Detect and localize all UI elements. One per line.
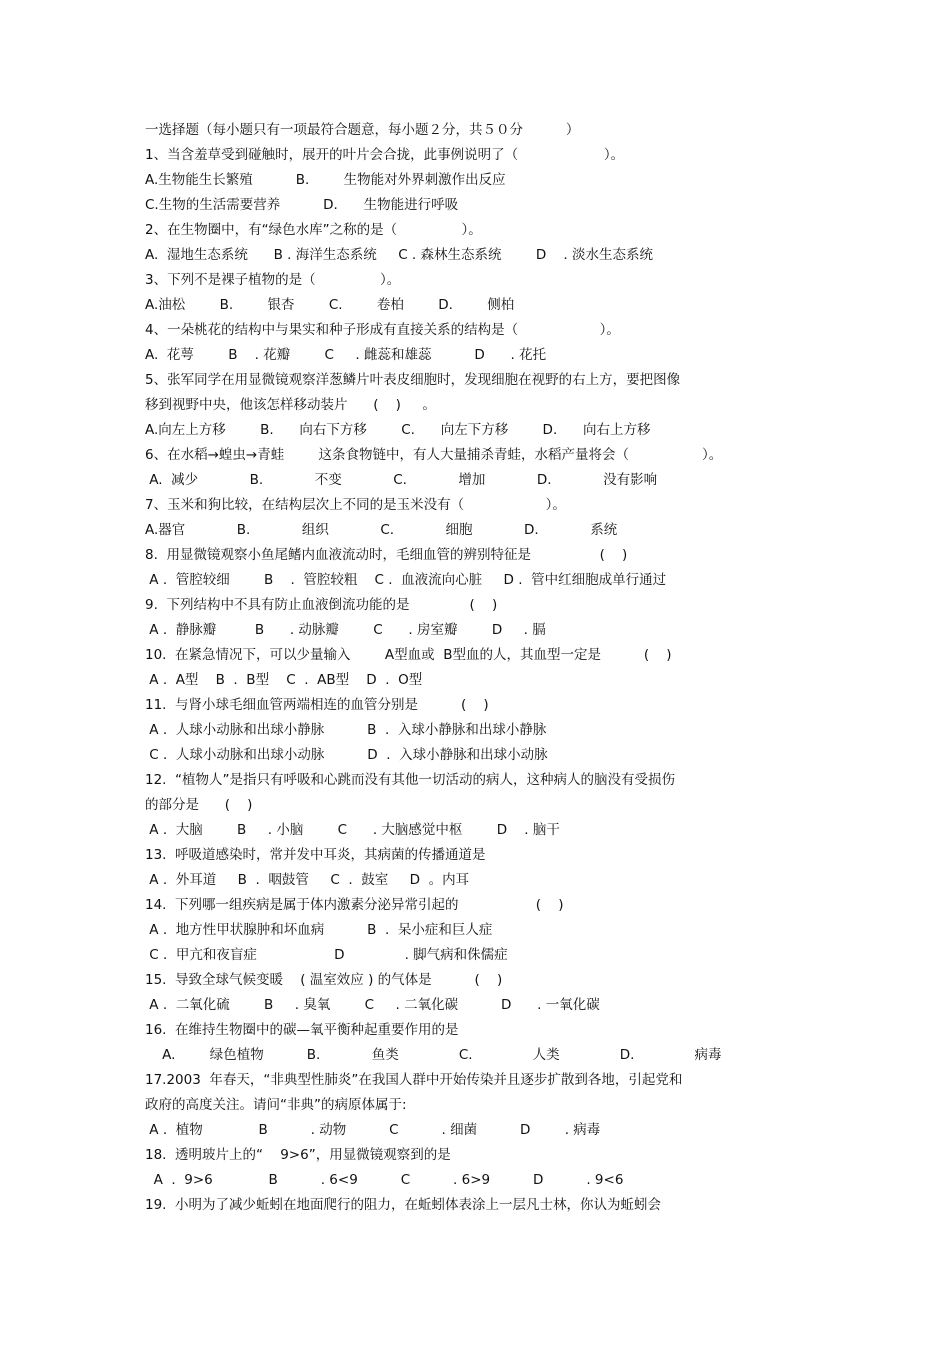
question-line: A . 静脉瓣 B . 动脉瓣 C . 房室瓣 D . 膈 <box>145 622 546 638</box>
question-line: 15. 导致全球气候变暖 ( 温室效应 ) 的气体是 ( ) <box>145 972 503 988</box>
question-line: A.向左上方移 B. 向右下方移 C. 向左下方移 D. 向右上方移 <box>145 422 651 438</box>
question-line: A . 外耳道 B . 咽鼓管 C . 鼓室 D 。内耳 <box>145 872 470 888</box>
question-line: 8. 用显微镜观察小鱼尾鳍内血液流动时，毛细血管的辨别特征是 ( ) <box>145 547 628 563</box>
question-line: 2、在生物圈中，有“绿色水库”之称的是（ ）。 <box>145 222 482 238</box>
question-line: 的部分是 ( ) <box>145 797 253 813</box>
question-line: 6、在水稻→蝗虫→青蛙 这条食物链中，有人大量捕杀青蛙，水稻产量将会（ ）。 <box>145 447 723 463</box>
question-line: A. 花萼 B . 花瓣 C . 雌蕊和雄蕊 D . 花托 <box>145 347 547 363</box>
question-line: 9. 下列结构中不具有防止血液倒流功能的是 ( ) <box>145 597 498 613</box>
question-line: 10. 在紧急情况下，可以少量输入 A型血或 B型血的人，其血型一定是 ( ) <box>145 647 672 663</box>
question-line: A . 地方性甲状腺肿和坏血病 B . 呆小症和巨人症 <box>145 922 493 938</box>
question-line: 17.2003 年春天，“非典型性肺炎”在我国人群中开始传染并且逐步扩散到各地，引起党和 <box>145 1072 683 1088</box>
question-line: A . 植物 B . 动物 C . 细菌 D . 病毒 <box>145 1122 601 1138</box>
question-line: 7、玉米和狗比较，在结构层次上不同的是玉米没有（ ）。 <box>145 497 566 513</box>
question-line: A . 管腔较细 B . 管腔较粗 C . 血液流向心脏 D . 管中红细胞成单行通过 <box>145 572 667 588</box>
question-line: 3、下列不是裸子植物的是（ ）。 <box>145 272 401 288</box>
question-line: 1、当含羞草受到碰触时，展开的叶片会合拢，此事例说明了（ ）。 <box>145 147 625 163</box>
question-line: C . 人球小动脉和出球小动脉 D . 入球小静脉和出球小动脉 <box>145 747 548 763</box>
question-line: A . 9>6 B . 6<9 C . 6>9 D . 9<6 <box>145 1172 624 1188</box>
question-line: A . A型 B . B型 C . AB型 D . O型 <box>145 672 423 688</box>
question-line: A.器官 B. 组织 C. 细胞 D. 系统 <box>145 522 618 538</box>
question-line: 政府的高度关注。请问“非典”的病原体属于: <box>145 1097 407 1113</box>
question-line: A. 绿色植物 B. 鱼类 C. 人类 D. 病毒 <box>145 1047 722 1063</box>
question-line: 19. 小明为了减少蚯蚓在地面爬行的阻力，在蚯蚓体表涂上一层凡士林，你认为蚯蚓会 <box>145 1197 662 1213</box>
question-line: 移到视野中央，他该怎样移动装片 ( ) 。 <box>145 397 436 413</box>
question-line: A. 减少 B. 不变 C. 增加 D. 没有影响 <box>145 472 658 488</box>
question-line: 18. 透明玻片上的“ 9>6”，用显微镜观察到的是 <box>145 1147 451 1163</box>
question-line: 11. 与肾小球毛细血管两端相连的血管分别是 ( ) <box>145 697 489 713</box>
question-line: 5、张军同学在用显微镜观察洋葱鳞片叶表皮细胞时，发现细胞在视野的右上方，要把图像 <box>145 372 681 388</box>
question-line: C . 甲亢和夜盲症 D . 脚气病和侏儒症 <box>145 947 508 963</box>
question-line: A.油松 B. 银杏 C. 卷柏 D. 侧柏 <box>145 297 515 313</box>
question-line: 14. 下列哪一组疾病是属于体内激素分泌异常引起的 ( ) <box>145 897 564 913</box>
section-heading: 一选择题（每小题只有一项最符合题意，每小题２分，共５０分 ） <box>145 122 580 138</box>
question-line: A.生物能生长繁殖 B. 生物能对外界刺激作出反应 <box>145 172 506 188</box>
question-line: 16. 在维持生物圈中的碳—氧平衡种起重要作用的是 <box>145 1022 459 1038</box>
question-line: A. 湿地生态系统 B . 海洋生态系统 C . 森林生态系统 D . 淡水生态系统 <box>145 247 653 263</box>
question-line: 13. 呼吸道感染时，常并发中耳炎，其病菌的传播通道是 <box>145 847 486 863</box>
question-line: A . 大脑 B . 小脑 C . 大脑感觉中枢 D . 脑干 <box>145 822 560 838</box>
question-line: 4、一朵桃花的结构中与果实和种子形成有直接关系的结构是（ ）。 <box>145 322 620 338</box>
question-line: A . 人球小动脉和出球小静脉 B . 入球小静脉和出球小静脉 <box>145 722 547 738</box>
question-line: A . 二氧化硫 B . 臭氧 C . 二氧化碳 D . 一氧化碳 <box>145 997 600 1013</box>
question-line: C.生物的生活需要营养 D. 生物能进行呼吸 <box>145 197 459 213</box>
question-line: 12. “植物人”是指只有呼吸和心跳而没有其他一切活动的病人，这种病人的脑没有受损伤 <box>145 772 676 788</box>
